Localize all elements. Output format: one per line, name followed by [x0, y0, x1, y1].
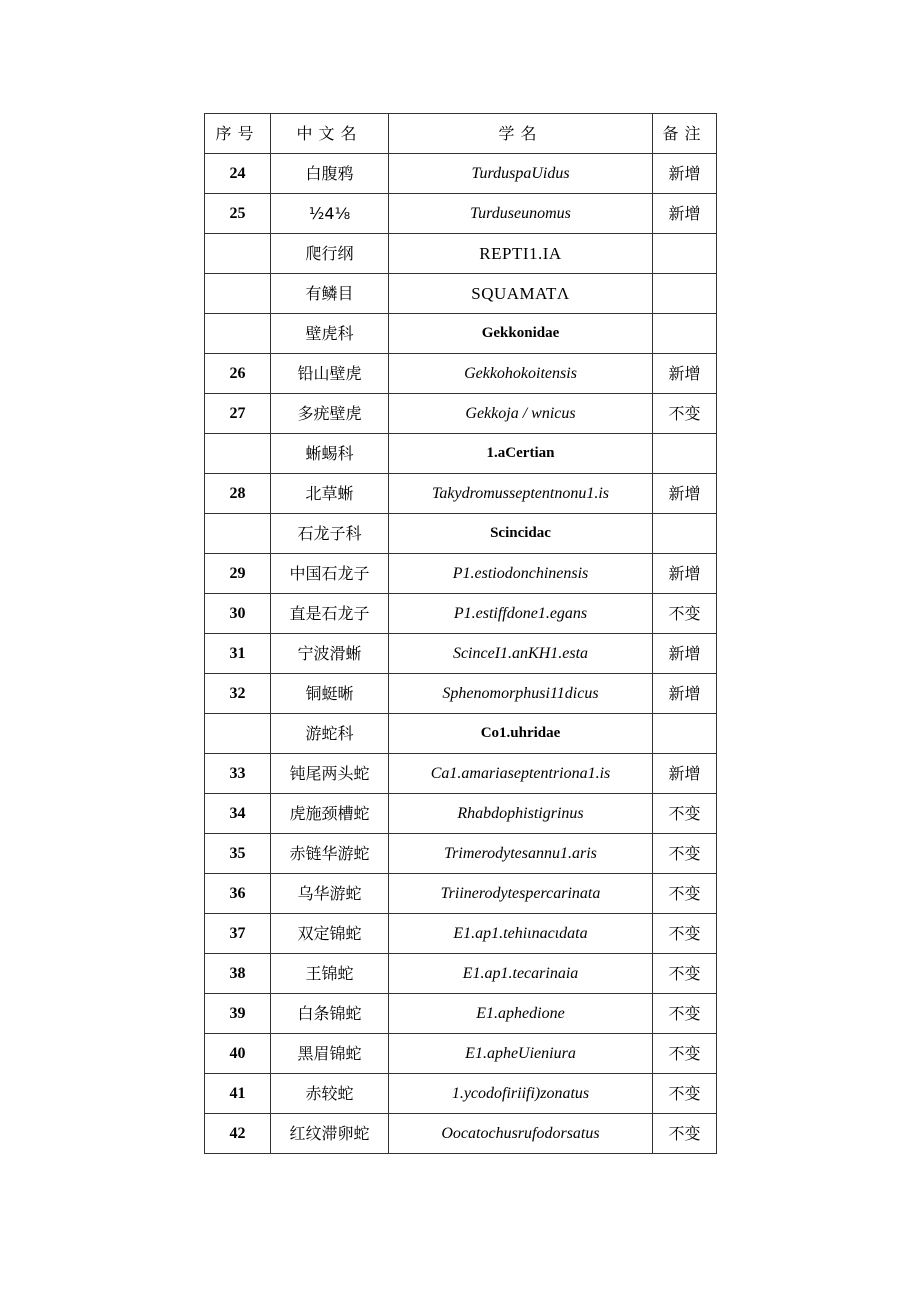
- serial-number-cell: 33: [205, 754, 271, 794]
- scientific-name-cell: Scincidac: [389, 514, 653, 554]
- scientific-name-cell: Sphenomorphusi11dicus: [389, 674, 653, 714]
- remark-cell: 新增: [653, 194, 717, 234]
- scientific-name-cell: Gekkonidae: [389, 314, 653, 354]
- table-row: [205, 874, 717, 914]
- table-row: [205, 834, 717, 874]
- chinese-name-cell: 多疣壁虎: [271, 394, 389, 434]
- header-chinese-name: 中文名: [271, 114, 389, 154]
- remark-cell: 新增: [653, 474, 717, 514]
- chinese-name-cell: 铅山壁虎: [271, 354, 389, 394]
- table-row: [205, 394, 717, 434]
- serial-number-cell: 28: [205, 474, 271, 514]
- scientific-name-cell: Gekkohokoitensis: [389, 354, 653, 394]
- serial-number-cell: [205, 514, 271, 554]
- chinese-name-cell: 宁波滑蜥: [271, 634, 389, 674]
- table-row: [205, 314, 717, 354]
- scientific-name-cell: Ca1.amariaseptentriona1.is: [389, 754, 653, 794]
- scientific-name-cell: Rhabdophistigrinus: [389, 794, 653, 834]
- table-row: [205, 794, 717, 834]
- serial-number-cell: 35: [205, 834, 271, 874]
- chinese-name-cell: 石龙子科: [271, 514, 389, 554]
- chinese-name-cell: 双定锦蛇: [271, 914, 389, 954]
- table-header-row: [205, 114, 717, 154]
- remark-cell: 不变: [653, 594, 717, 634]
- serial-number-cell: 39: [205, 994, 271, 1034]
- serial-number-cell: 26: [205, 354, 271, 394]
- chinese-name-cell: 爬行纲: [271, 234, 389, 274]
- serial-number-cell: 40: [205, 1034, 271, 1074]
- chinese-name-cell: 乌华游蛇: [271, 874, 389, 914]
- table-row: [205, 1074, 717, 1114]
- table-row: [205, 674, 717, 714]
- table-row: [205, 194, 717, 234]
- table-row: [205, 634, 717, 674]
- table-row: [205, 914, 717, 954]
- chinese-name-cell: 黑眉锦蛇: [271, 1034, 389, 1074]
- chinese-name-cell: 虎施颈槽蛇: [271, 794, 389, 834]
- header-serial-number: 序号: [205, 114, 271, 154]
- serial-number-cell: [205, 314, 271, 354]
- remark-cell: 不变: [653, 874, 717, 914]
- serial-number-cell: 29: [205, 554, 271, 594]
- serial-number-cell: 31: [205, 634, 271, 674]
- table-row: [205, 274, 717, 314]
- table-row: [205, 154, 717, 194]
- remark-cell: [653, 514, 717, 554]
- serial-number-cell: [205, 234, 271, 274]
- remark-cell: 不变: [653, 1074, 717, 1114]
- chinese-name-cell: 红纹滞卵蛇: [271, 1114, 389, 1154]
- remark-cell: 新增: [653, 634, 717, 674]
- table-row: [205, 954, 717, 994]
- remark-cell: 不变: [653, 394, 717, 434]
- remark-cell: 新增: [653, 554, 717, 594]
- scientific-name-cell: Takydromusseptentnonu1.is: [389, 474, 653, 514]
- chinese-name-cell: 北草蜥: [271, 474, 389, 514]
- remark-cell: 不变: [653, 914, 717, 954]
- serial-number-cell: 30: [205, 594, 271, 634]
- scientific-name-cell: P1.estiffdone1.egans: [389, 594, 653, 634]
- scientific-name-cell: Triinerodytespercarinata: [389, 874, 653, 914]
- chinese-name-cell: 直是石龙子: [271, 594, 389, 634]
- remark-cell: [653, 714, 717, 754]
- serial-number-cell: 25: [205, 194, 271, 234]
- serial-number-cell: 24: [205, 154, 271, 194]
- table-row: [205, 594, 717, 634]
- serial-number-cell: 37: [205, 914, 271, 954]
- scientific-name-cell: Trimerodytesannu1.aris: [389, 834, 653, 874]
- table-row: [205, 554, 717, 594]
- remark-cell: [653, 274, 717, 314]
- table-row: [205, 474, 717, 514]
- table-row: [205, 994, 717, 1034]
- chinese-name-cell: 王锦蛇: [271, 954, 389, 994]
- remark-cell: 不变: [653, 834, 717, 874]
- scientific-name-cell: Co1.uhridae: [389, 714, 653, 754]
- serial-number-cell: 42: [205, 1114, 271, 1154]
- scientific-name-cell: P1.estiodonchinensis: [389, 554, 653, 594]
- scientific-name-cell: 1.aCertian: [389, 434, 653, 474]
- table-row: [205, 514, 717, 554]
- scientific-name-cell: E1.ap1.tehiιnacιdata: [389, 914, 653, 954]
- header-scientific-name: 学名: [389, 114, 653, 154]
- table-row: [205, 754, 717, 794]
- scientific-name-cell: ScinceI1.anKH1.esta: [389, 634, 653, 674]
- chinese-name-cell: 钝尾两头蛇: [271, 754, 389, 794]
- chinese-name-cell: 铜蜓晰: [271, 674, 389, 714]
- scientific-name-cell: Turduseunomus: [389, 194, 653, 234]
- serial-number-cell: [205, 274, 271, 314]
- remark-cell: 不变: [653, 794, 717, 834]
- scientific-name-cell: 1.ycodofiriifi)zonatus: [389, 1074, 653, 1114]
- remark-cell: [653, 434, 717, 474]
- scientific-name-cell: E1.apheUieniura: [389, 1034, 653, 1074]
- chinese-name-cell: 蜥蜴科: [271, 434, 389, 474]
- chinese-name-cell: ½4⅛: [271, 194, 389, 234]
- serial-number-cell: 36: [205, 874, 271, 914]
- scientific-name-cell: Oocatochusrufodorsatus: [389, 1114, 653, 1154]
- serial-number-cell: 27: [205, 394, 271, 434]
- serial-number-cell: 34: [205, 794, 271, 834]
- serial-number-cell: 38: [205, 954, 271, 994]
- species-table: [204, 113, 717, 1154]
- scientific-name-cell: Gekkoja / wnicus: [389, 394, 653, 434]
- remark-cell: 不变: [653, 994, 717, 1034]
- remark-cell: 不变: [653, 954, 717, 994]
- scientific-name-cell: SQUAMATΛ: [389, 274, 653, 314]
- serial-number-cell: [205, 434, 271, 474]
- chinese-name-cell: 赤较蛇: [271, 1074, 389, 1114]
- chinese-name-cell: 赤链华游蛇: [271, 834, 389, 874]
- remark-cell: 不变: [653, 1114, 717, 1154]
- table-row: [205, 1114, 717, 1154]
- remark-cell: 不变: [653, 1034, 717, 1074]
- chinese-name-cell: 白条锦蛇: [271, 994, 389, 1034]
- remark-cell: 新增: [653, 674, 717, 714]
- table-row: [205, 714, 717, 754]
- remark-cell: [653, 234, 717, 274]
- remark-cell: 新增: [653, 154, 717, 194]
- serial-number-cell: 41: [205, 1074, 271, 1114]
- table-row: [205, 234, 717, 274]
- remark-cell: 新增: [653, 754, 717, 794]
- chinese-name-cell: 壁虎科: [271, 314, 389, 354]
- chinese-name-cell: 中国石龙子: [271, 554, 389, 594]
- table-row: [205, 434, 717, 474]
- remark-cell: 新增: [653, 354, 717, 394]
- table-row: [205, 354, 717, 394]
- scientific-name-cell: TurduspaUidus: [389, 154, 653, 194]
- scientific-name-cell: E1.ap1.tecarinaia: [389, 954, 653, 994]
- header-remark: 备注: [653, 114, 717, 154]
- chinese-name-cell: 白腹鸦: [271, 154, 389, 194]
- scientific-name-cell: REPTI1.IA: [389, 234, 653, 274]
- scientific-name-cell: E1.aphedione: [389, 994, 653, 1034]
- chinese-name-cell: 有鳞目: [271, 274, 389, 314]
- serial-number-cell: [205, 714, 271, 754]
- remark-cell: [653, 314, 717, 354]
- serial-number-cell: 32: [205, 674, 271, 714]
- table-row: [205, 1034, 717, 1074]
- chinese-name-cell: 游蛇科: [271, 714, 389, 754]
